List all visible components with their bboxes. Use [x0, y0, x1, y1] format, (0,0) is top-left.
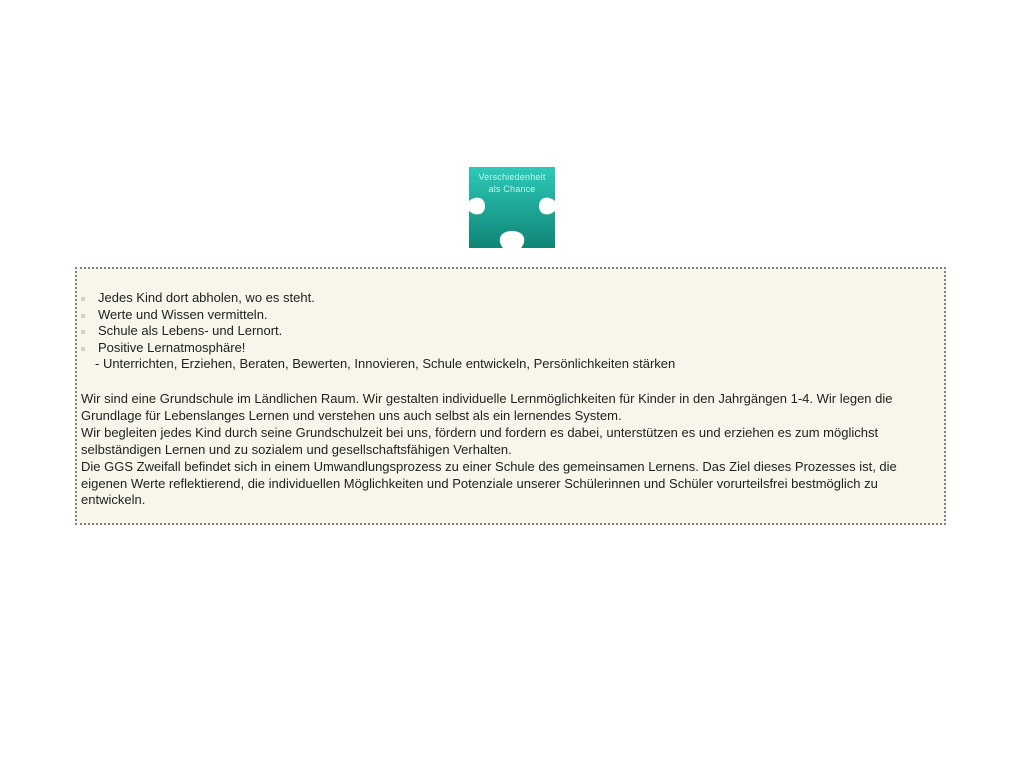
list-item-text: Jedes Kind dort abholen, wo es steht. [98, 290, 315, 305]
list-item [81, 290, 675, 307]
puzzle-label-line-1: Verschiedenheit [478, 172, 546, 182]
puzzle-label [469, 171, 555, 195]
principles-list [81, 290, 675, 373]
mission-statement-box [75, 267, 946, 525]
list-item-text: Schule als Lebens- und Lernort. [98, 323, 283, 338]
list-item [81, 323, 675, 340]
paragraph-school-profile: Wir sind eine Grundschule im Ländlichen Raum. Wir gestalten individuelle Lernmöglichkeiten für Kinder in den Jahrgängen 1-4. Wir legen die Grundlage für Lebenslanges Lernen und verstehen uns auch selbst als ein lernendes System. [81, 391, 893, 423]
puzzle-link[interactable] [469, 167, 555, 248]
paragraph-transformation: Die GGS Zweifall befindet sich in einem Umwandlungsprozess zu einer Schule des gemeinsamen Lernens. Das Ziel dieses Prozesses ist, die eigenen Werte reflektierend, die individuellen Möglichkeiten und Potenziale unserer Schülerinnen und Schüler vorurteilsfrei bestmöglich zu entwickeln. [81, 458, 897, 508]
bullet-icon [81, 297, 85, 301]
list-item-text: Werte und Wissen vermitteln. [98, 306, 268, 322]
paragraph-support: Wir begleiten jedes Kind durch seine Grundschulzeit bei uns, fördern und fordern es dabei, unterstützen es und erziehen es zum möglichst selbständigen Lernen und zu sozialem und gesellschaftsfähigen Verhalten. [81, 424, 879, 457]
bullet-icon [81, 347, 85, 351]
puzzle-label-line-2: als Chance [488, 184, 536, 194]
list-item [81, 307, 675, 324]
bullet-icon [81, 330, 85, 334]
activities-line: - Unterrichten, Erziehen, Beraten, Bewerten, Innovieren, Schule entwickeln, Persönlichkeiten stärken [95, 356, 676, 371]
bullet-icon [81, 314, 85, 318]
mission-text [81, 391, 944, 509]
list-item [81, 340, 675, 357]
list-item-text: Positive Lernatmosphäre! [98, 339, 246, 355]
